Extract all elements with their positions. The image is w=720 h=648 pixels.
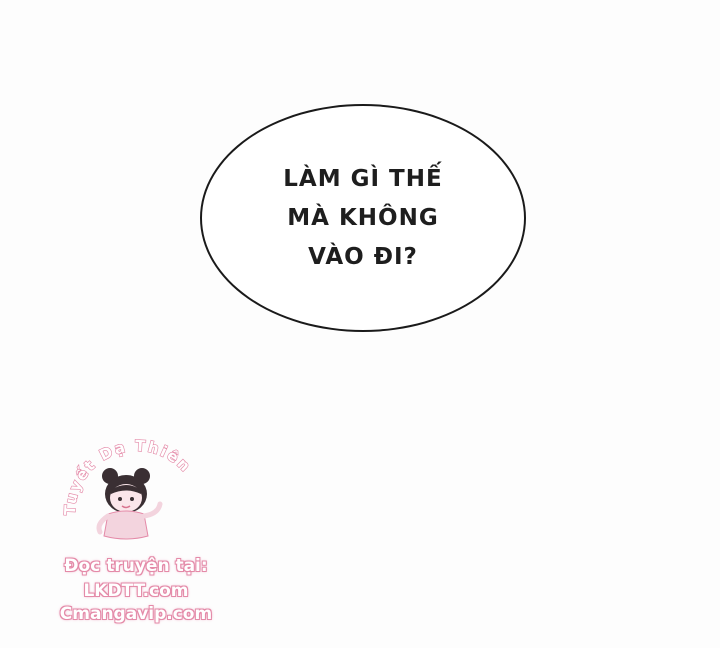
watermark-site-1: LKDTT.com	[83, 581, 189, 601]
watermark-read-at: Đọc truyện tại:	[64, 556, 208, 576]
watermark-logo-icon	[48, 432, 224, 552]
speech-line-1: LÀM GÌ THẾ	[283, 166, 443, 192]
chibi-girl-icon	[99, 468, 160, 539]
speech-line-3: VÀO ĐI?	[308, 244, 418, 270]
watermark	[48, 432, 224, 632]
watermark-site-2: Cmangavip.com	[59, 604, 213, 624]
watermark-arc-text: Tuyết Dạ Thiên	[60, 436, 196, 516]
speech-line-2: MÀ KHÔNG	[287, 205, 439, 231]
speech-bubble-text	[200, 160, 526, 277]
